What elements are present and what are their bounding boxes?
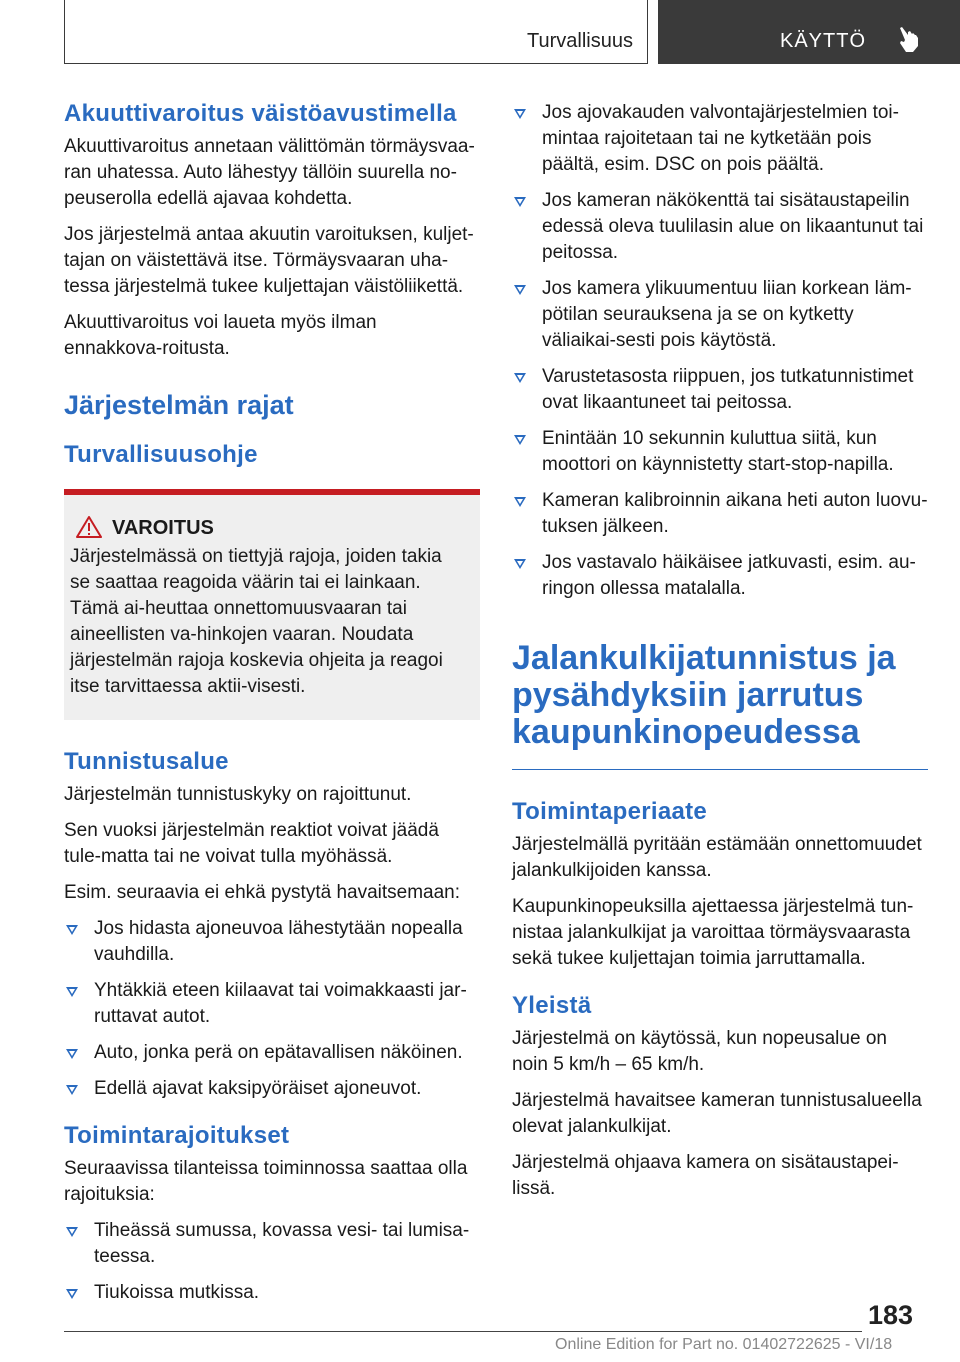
list-item: Enintään 10 sekunnin kuluttua siitä, kun moottori on käynnistetty start-stop-napilla. <box>512 426 928 478</box>
paragraph: Järjestelmä havaitsee kameran tunnistusalueella olevat jalankulkijat. <box>512 1090 922 1137</box>
page-number: 183 <box>868 1300 914 1330</box>
header-section-box <box>64 0 648 64</box>
paragraph: Kaupunkinopeuksilla ajettaessa järjestelmä tun-nistaa jalankulkijat ja varoittaa törmäysvaarasta sekä tukee kuljettajan toimia jarruttamalla. <box>512 896 914 969</box>
right-column <box>512 100 928 1212</box>
bullet-triangle-icon <box>514 285 526 295</box>
paragraph: Sen vuoksi järjestelmän reaktiot voivat jäädä tule-matta tai ne voivat tulla myöhässä. <box>64 820 439 867</box>
list-item: Jos vastavalo häikäisee jatkuvasti, esim. au-ringon ollessa matalalla. <box>512 550 928 602</box>
list-item: Yhtäkkiä eteen kiilaavat tai voimakkaasti jar-ruttavat autot. <box>64 978 480 1030</box>
bullet-triangle-icon <box>66 1289 78 1299</box>
paragraph: Akuuttivaroitus voi laueta myös ilman ennakkova-roitusta. <box>64 312 377 359</box>
warning-title: VAROITUS <box>112 517 214 539</box>
list-item: Edellä ajavat kaksipyöräiset ajoneuvot. <box>64 1076 480 1102</box>
bullet-triangle-icon <box>66 925 78 935</box>
list-item: Jos ajovakauden valvontajärjestelmien toi-mintaa rajoitetaan tai ne kytketään pois päältä, esim. DSC on pois päältä. <box>512 100 928 178</box>
heading-safety-note: Turvallisuusohje <box>64 441 258 468</box>
list-item: Kameran kalibroinnin aikana heti auton luovu-tuksen jälkeen. <box>512 488 928 540</box>
bullet-triangle-icon <box>66 1227 78 1237</box>
detection-list <box>64 916 480 1102</box>
warning-box <box>64 489 480 720</box>
bullet-triangle-icon <box>514 197 526 207</box>
paragraph: Järjestelmä ohjaava kamera on sisätaustapei-lissä. <box>512 1152 899 1199</box>
heading-system-limits: Järjestelmän rajat <box>64 390 294 420</box>
heading-pedestrian-detection: Jalankulkijatunnistus ja pysähdyksiin jarrutus kaupunkinopeudessa <box>512 639 896 751</box>
list-item: Tiheässä sumussa, kovassa vesi- tai lumisa-teessa. <box>64 1218 480 1270</box>
heading-operating-principle: Toimintaperiaate <box>512 798 708 825</box>
header-chapter-tab[interactable] <box>658 0 960 64</box>
restrictions-list-continued <box>512 100 928 602</box>
footer-edition: Online Edition for Part no. 01402722625 - VI/18 <box>555 1336 893 1353</box>
bullet-triangle-icon <box>514 373 526 383</box>
paragraph: Akuuttivaroitus annetaan välittömän törmäysvaa-ran uhatessa. Auto lähestyy tällöin suurella no-peuserolla edellä ajavaa kohdetta. <box>64 136 475 209</box>
paragraph: Jos järjestelmä antaa akuutin varoituksen, kuljet-tajan on väistettävä itse. Törmäysvaaran uha-tessa järjestelmä tukee kuljettajan väistöliikettä. <box>64 224 474 297</box>
header-chapter-title: KÄYTTÖ <box>780 30 867 52</box>
paragraph: Seuraavissa tilanteissa toiminnossa saattaa olla rajoituksia: <box>64 1158 468 1205</box>
list-item: Tiukoissa mutkissa. <box>64 1280 480 1306</box>
bullet-triangle-icon <box>514 435 526 445</box>
list-item: Jos kameran näkökenttä tai sisätaustapeilin edessä oleva tuulilasin alue on likaantunut tai peitossa. <box>512 188 928 266</box>
list-item: Jos kamera ylikuumentuu liian korkean läm-pötilan seurauksena ja se on kytketty väliaikai-sesti pois käytöstä. <box>512 276 928 354</box>
heading-general: Yleistä <box>512 992 592 1019</box>
restrictions-list <box>64 1218 480 1306</box>
warning-text: Järjestelmässä on tiettyjä rajoja, joiden takia se saattaa reagoida väärin tai ei lainkaan. Tämä ai-heuttaa onnettomuusvaaran tai aineellisten va-hinkojen vaaran. Noudata järjestelmän rajoja koskevia ohjeita ja reagoi itse tarvittaessa aktii-visesti. <box>70 546 443 697</box>
warning-header <box>70 517 466 540</box>
paragraph: Järjestelmä on käytössä, kun nopeusalue on noin 5 km/h – 65 km/h. <box>512 1028 887 1075</box>
bullet-triangle-icon <box>514 497 526 507</box>
list-item: Varustetasosta riippuen, jos tutkatunnistimet ovat likaantuneet tai peitossa. <box>512 364 928 416</box>
footer-divider <box>64 1331 862 1332</box>
bullet-triangle-icon <box>514 559 526 569</box>
warning-triangle-icon <box>76 515 102 539</box>
paragraph: Järjestelmällä pyritään estämään onnettomuudet jalankulkijoiden kanssa. <box>512 834 922 881</box>
bullet-triangle-icon <box>66 1049 78 1059</box>
paragraph: Esim. seuraavia ei ehkä pystytä havaitsemaan: <box>64 882 461 903</box>
bullet-triangle-icon <box>66 1085 78 1095</box>
bullet-triangle-icon <box>66 987 78 997</box>
pointing-hand-icon <box>896 26 922 54</box>
bullet-triangle-icon <box>514 109 526 119</box>
heading-function-restrictions: Toimintarajoitukset <box>64 1122 290 1149</box>
heading-divider <box>512 769 928 770</box>
heading-detection-area: Tunnistusalue <box>64 748 229 775</box>
heading-acute-warning: Akuuttivaroitus väistöavustimella <box>64 100 457 127</box>
list-item: Jos hidasta ajoneuvoa lähestytään nopealla vauhdilla. <box>64 916 480 968</box>
header-section-title: Turvallisuus <box>527 30 633 52</box>
list-item: Auto, jonka perä on epätavallisen näköinen. <box>64 1040 480 1066</box>
paragraph: Järjestelmän tunnistuskyky on rajoittunut. <box>64 784 412 805</box>
left-column <box>64 100 480 1316</box>
